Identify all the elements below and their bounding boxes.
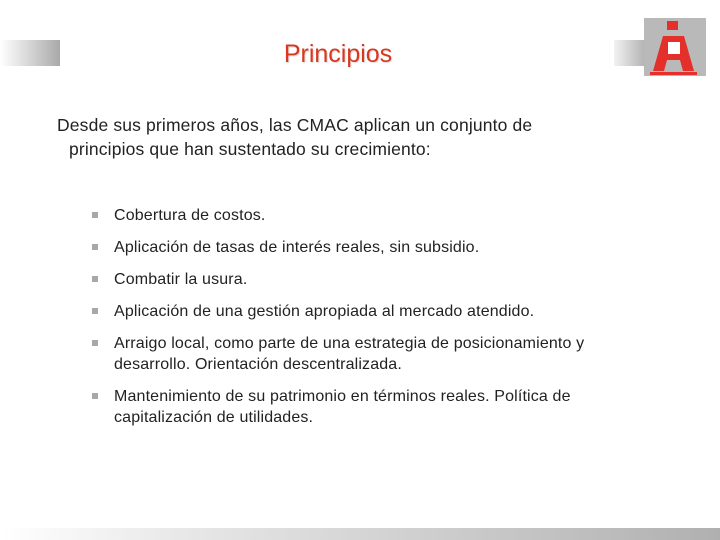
principle-list-item (92, 301, 652, 322)
square-bullet-icon (92, 212, 98, 218)
footer-gradient-bar (0, 528, 720, 540)
principle-text-line: Aplicación de una gestión apropiada al mercado atendido. (114, 303, 535, 320)
principle-text-line: Mantenimiento de su patrimonio en términos reales. Política de (114, 388, 571, 405)
principle-list-item (92, 269, 652, 290)
principle-text-line: Cobertura de costos. (114, 207, 266, 224)
square-bullet-icon (92, 244, 98, 250)
principle-text-line: desarrollo. Orientación descentralizada. (114, 356, 402, 373)
principle-list-item (92, 237, 652, 258)
caja-municipal-logo-icon (644, 18, 706, 76)
principles-list (92, 205, 652, 439)
right-header-gradient-bar (614, 40, 644, 66)
principle-list-item (92, 386, 652, 428)
principle-list-item (92, 333, 652, 375)
square-bullet-icon (92, 393, 98, 399)
square-bullet-icon (92, 308, 98, 314)
intro-line-1: Desde sus primeros años, las CMAC aplican un conjunto de (57, 115, 533, 135)
principle-text-line: capitalización de utilidades. (114, 409, 314, 426)
principle-text-line: Combatir la usura. (114, 271, 248, 288)
principle-list-item (92, 205, 652, 226)
square-bullet-icon (92, 276, 98, 282)
principle-text-line: Aplicación de tasas de interés reales, sin subsidio. (114, 239, 480, 256)
intro-paragraph (57, 113, 657, 161)
slide-title: Principios (283, 40, 393, 68)
intro-line-2: principios que han sustentado su crecimiento: (69, 139, 431, 159)
square-bullet-icon (92, 340, 98, 346)
logo-frame (644, 18, 706, 76)
principle-text-line: Arraigo local, como parte de una estrategia de posicionamiento y (114, 335, 585, 352)
